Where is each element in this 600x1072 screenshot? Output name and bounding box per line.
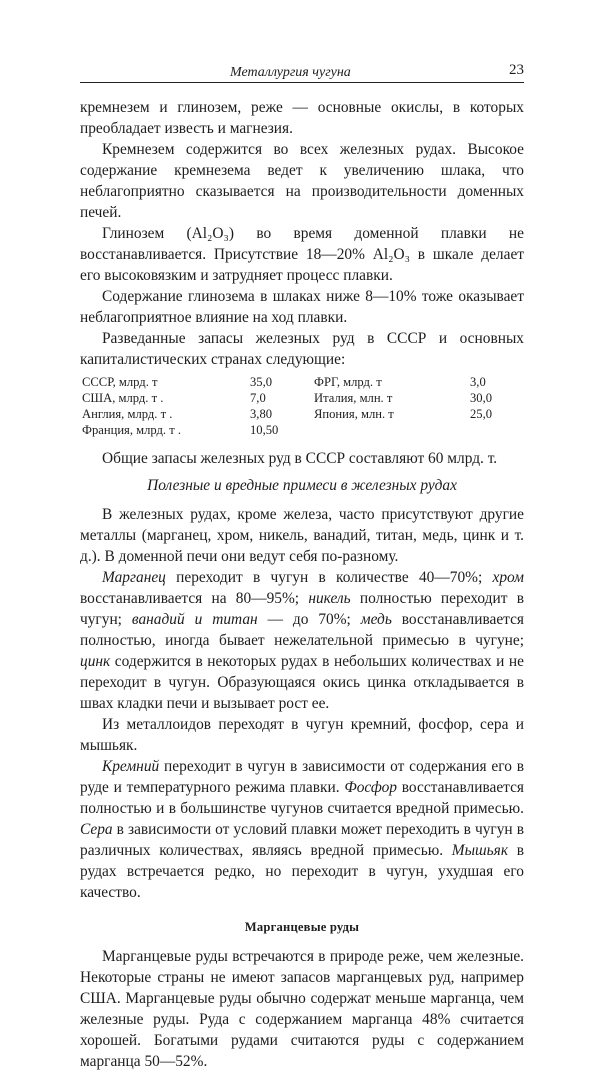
country-name: Италия, млн. т	[314, 391, 393, 405]
paragraph-reserves-intro: Разведанные запасы железных руд в СССР и основных капиталистических странах следующие:	[80, 330, 524, 368]
country-name: Франция, млрд. т .	[82, 423, 182, 437]
table-row	[82, 374, 314, 390]
table-row	[82, 406, 314, 422]
paragraph-alumina-low: Содержание глинозема в шлаках ниже 8—10% тоже оказывает неблагоприятное влияние на ход плавки.	[80, 288, 524, 326]
reserve-value: 10,50	[250, 423, 279, 437]
paragraph-metals-behavior	[80, 567, 524, 714]
country-name: Англия, млрд. т .	[82, 407, 173, 421]
paragraph-manganese-ores: Марганцевые руды встречаются в природе реже, чем железные. Некоторые страны не имеют запасов марганцевых руд, например США. Марганцевые руды обычно содержат меньше марганца, чем железные руды. Руда с содержанием марганца 48% считается хорошей. Богатыми рудами считаются руды с содержанием марганца 50—52%.	[80, 948, 524, 1070]
text-run: переходит в чугун в количестве 40—70%;	[165, 569, 493, 586]
term-manganese: Марганец	[102, 569, 166, 586]
running-header	[80, 56, 524, 83]
book-page	[80, 56, 524, 1070]
country-name: США, млрд. т .	[82, 391, 164, 405]
country-name: ФРГ, млрд. т	[314, 375, 382, 389]
reserve-value: 35,0	[250, 375, 273, 389]
running-title: Металлургия чугуна	[230, 65, 351, 80]
page-number: 23	[509, 62, 524, 78]
table-row	[314, 390, 526, 406]
paragraph-metalloids: Из металлоидов переходят в чугун кремний, фосфор, сера и мышьяк.	[80, 716, 524, 754]
term-arsenic: Мышьяк	[451, 842, 509, 859]
reserves-table	[82, 374, 524, 438]
term-sulfur: Сера	[80, 821, 113, 838]
term-nickel: никель	[308, 590, 351, 607]
text-run: восстанавливается полностью и в большинстве чугунов считается вредной примесью.	[80, 779, 524, 817]
text-run: — до 70%;	[257, 611, 361, 628]
table-row	[82, 390, 314, 406]
text-run: содержится в некоторых рудах в небольших количествах и не переходит в чугун. Образующаяся окись цинка откладывается в швах кладки печи и вызывает рост ее.	[80, 653, 524, 712]
paragraph-metalloids-behavior	[80, 756, 524, 903]
reserve-value: 25,0	[470, 407, 493, 421]
text-run: полностью переходит в чугун;	[80, 590, 524, 628]
paragraph-silica: Кремнезем содержится во всех железных рудах. Высокое содержание кремнезема ведет к увеличению шлака, что неблагоприятно сказывается на производительности доменных печей.	[80, 141, 524, 221]
term-vanadium-titanium: ванадий и титан	[131, 611, 258, 628]
paragraph-alumina: Глинозем (Al₂O₃) во время доменной плавки не восстанавливается. Присутствие 18—20% Al₂O₃ в шкале делает его высоковязким и затрудняет процесс плавки.	[80, 225, 524, 284]
reserve-value: 30,0	[470, 391, 493, 405]
paragraph-total-reserves: Общие запасы железных руд в СССР составляют 60 млрд. т.	[102, 450, 498, 467]
term-copper: медь	[360, 611, 392, 628]
country-name: СССР, млрд. т	[82, 375, 158, 389]
reserve-value: 7,0	[250, 391, 266, 405]
reserves-column-left	[82, 374, 314, 438]
reserve-value: 3,80	[250, 407, 273, 421]
text-run: восстанавливается полностью, иногда бывает нежелательной примесью в чугуне;	[80, 611, 524, 649]
paragraph-other-metals: В железных рудах, кроме железа, часто присутствуют другие металлы (марганец, хром, никель, ванадий, титан, медь, цинк и т. д.). В доменной печи они ведут себя по-разному.	[80, 506, 524, 565]
table-row	[314, 406, 526, 422]
paragraph-oxides: кремнезем и глинозем, реже — основные окислы, в которых преобладает известь и магнезия.	[80, 99, 524, 137]
term-chromium: хром	[492, 569, 524, 586]
text-run: в рудах встречается редко, но переходит в чугун, ухудшая его качество.	[80, 842, 524, 901]
text-run: восстанавливается на 80—95%;	[80, 590, 309, 607]
reserve-value: 3,0	[470, 375, 486, 389]
reserves-column-right	[314, 374, 526, 438]
term-phosphorus: Фосфор	[344, 779, 397, 796]
table-row	[314, 374, 526, 390]
text-run: в зависимости от условий плавки может переходить в чугун в различных количествах, являясь вредной примесью.	[80, 821, 524, 859]
text-run: переходит в чугун в зависимости от содержания его в руде и температурного режима плавки.	[80, 758, 524, 796]
section-title-impurities: Полезные и вредные примеси в железных рудах	[147, 477, 457, 494]
table-row	[82, 422, 314, 438]
section-title-manganese-ores: Марганцевые руды	[244, 920, 360, 934]
term-zinc: цинк	[80, 653, 111, 670]
term-silicon: Кремний	[102, 758, 160, 775]
country-name: Япония, млн. т	[314, 407, 394, 421]
